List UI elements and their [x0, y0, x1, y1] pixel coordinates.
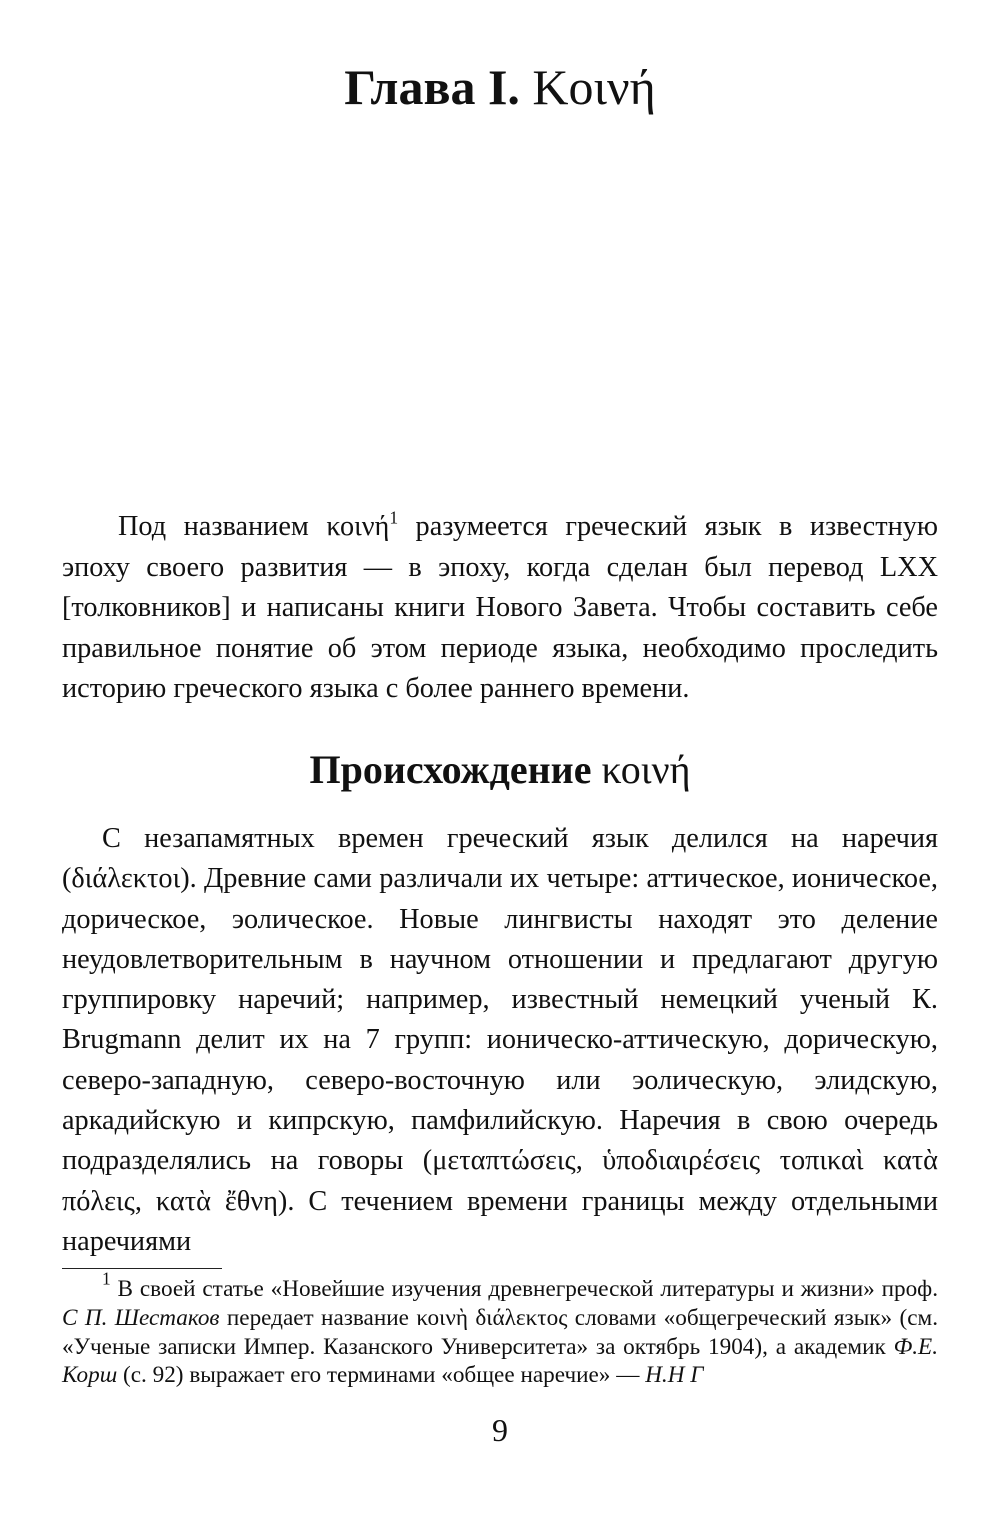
- intro-text-rest: разумеется греческий язык в известную эпоху своего развития — в эпоху, когда сделан был перевод LXX [толковников] и написаны книги Нового Завета. Чтобы составить себе правильное понятие об этом периоде языка, необходимо проследить историю греческого языка с более раннего времени.: [62, 511, 938, 705]
- footnote-text-3: (с. 92) выражает его терминами «общее наречие» —: [117, 1362, 646, 1389]
- footnote-divider: [62, 1268, 222, 1269]
- intro-greek-term: κοινή: [326, 511, 390, 542]
- footnote-author-1: С П. Шестаков: [62, 1304, 220, 1331]
- footnote-number: 1: [102, 1268, 111, 1289]
- section-title-label: Происхождение: [309, 747, 592, 792]
- footnote-text-2: передает название κοινὴ διάλεκτος словами «общегреческий язык» (см. «Ученые записки Импер. Казанского Университета» за октябрь 1904), а академик: [62, 1304, 938, 1360]
- book-page: [62, 0, 938, 1518]
- footnote: [62, 1268, 938, 1390]
- footnote-signature: Н.Н Г: [645, 1362, 704, 1389]
- chapter-title-greek: Κοινή: [532, 59, 656, 115]
- chapter-title: [62, 52, 938, 122]
- section-paragraph: С незапамятных времен греческий язык делился на наречия (διάλεκτοι). Древние сами различали их четыре: аттическое, ионическое, дорическое, эолическое. Новые лингвисты находят это деление неудовлетворительным в научном отношении и предлагают другую группировку наречий; например, известный немецкий ученый К. Brugmann делит их на 7 групп: ионическо-аттическую, дорическую, северо-западную, северо-восточную или эолическую, элидскую, аркадийскую и кипрскую, памфилийскую. Наречия в свою очередь подразделялись на говоры (μεταπτώσεις, ὑποδιαιρέσεις τοπικαὶ κατὰ πόλεις, κατὰ ἔθνη). С течением времени границы между отдельными наречиями: [62, 823, 938, 1257]
- intro-paragraph: [62, 507, 938, 710]
- chapter-title-label: Глава I.: [344, 59, 520, 115]
- section-title: [62, 740, 938, 800]
- footnote-text-1: В своей статье «Новейшие изучения древнегреческой литературы и жизни» проф.: [110, 1276, 938, 1302]
- page-number: 9: [492, 1412, 508, 1448]
- section-title-greek: κοινή: [601, 747, 691, 792]
- footnote-reference: 1: [389, 507, 399, 528]
- intro-text-start: Под названием: [118, 511, 327, 542]
- footnote-author-2: Ф.Е. Корш: [62, 1333, 938, 1389]
